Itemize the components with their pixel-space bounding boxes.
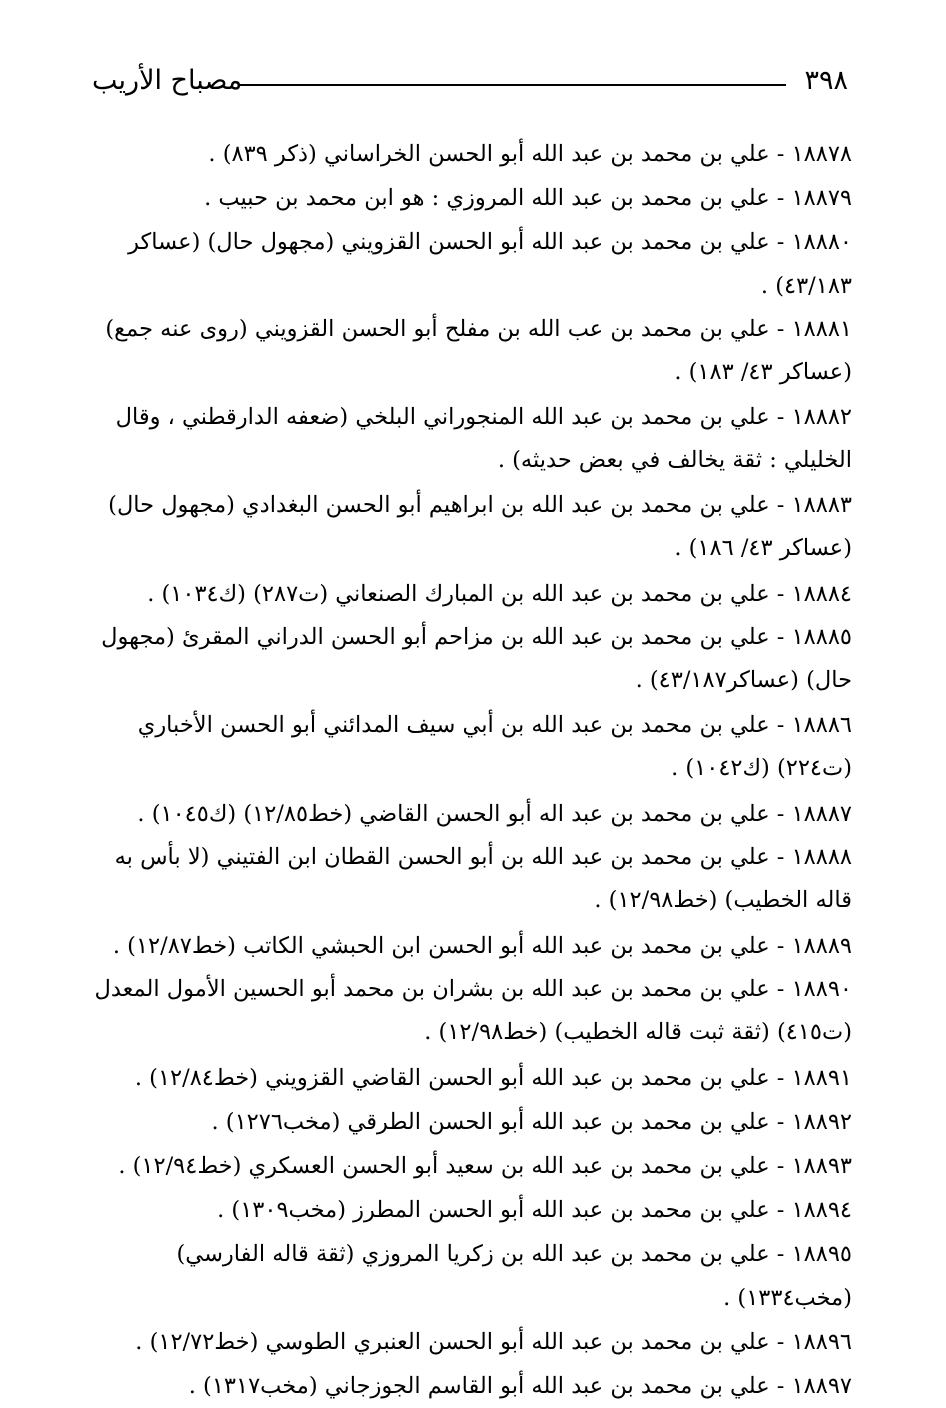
list-item: ١٨٨٩٠ - علي بن محمد بن عبد الله بن بشران بن محمد أبو الحسين الأمول المعدل (ت٤١٥) (ثقة ثبت قاله الخطيب) (خط١٢/٩٨) . (90, 968, 852, 1054)
list-item: ١٨٨٩٧ - علي بن محمد بن عبد الله أبو القاسم الجوزجاني (مخب١٣١٧) . (90, 1364, 852, 1408)
entry-text: علي بن محمد بن عبد الله المروزي : هو ابن محمد بن حبيب . (204, 185, 770, 211)
entry-text: علي بن محمد بن عبد الله أبو الحسن ابن الحبشي الكاتب (خط١٢/٨٧) . (112, 933, 770, 959)
entry-list (90, 132, 852, 1408)
list-item: ١٨٨٨٩ - علي بن محمد بن عبد الله أبو الحسن ابن الحبشي الكاتب (خط١٢/٨٧) . (90, 924, 852, 968)
list-item: ١٨٨٩٥ - علي بن محمد بن عبد الله بن زكريا المروزي (ثقة قاله الفارسي) (مخب١٣٣٤) . (90, 1232, 852, 1320)
list-item: ١٨٨٩٣ - علي بن محمد بن عبد الله بن سعيد أبو الحسن العسكري (خط١٢/٩٤) . (90, 1144, 852, 1188)
entry-text: علي بن محمد بن عبد الله بن أبي سيف المدائني أبو الحسن الأخباري (ت٢٢٤) (ك١٠٤٢) . (137, 712, 852, 781)
list-item: ١٨٨٨٦ - علي بن محمد بن عبد الله بن أبي سيف المدائني أبو الحسن الأخباري (ت٢٢٤) (ك١٠٤٢) . (90, 704, 852, 790)
entry-text: علي بن محمد بن عبد الله أبو القاسم الجوزجاني (مخب١٣١٧) . (188, 1373, 770, 1399)
entry-number: ١٨٨٩١ (791, 1065, 852, 1091)
list-item: ١٨٨٨٣ - علي بن محمد بن عبد الله بن ابراهيم أبو الحسن البغدادي (مجهول حال) (عساكر ٤٣/ ١٨٦) . (90, 484, 852, 570)
entry-number: ١٨٨٧٨ (791, 141, 852, 167)
entry-number: ١٨٨٨٣ (791, 492, 852, 518)
entry-text: علي بن محمد بن عبد الله بن أبو الحسن القطان ابن الفتيني (لا بأس به قاله الخطيب) (خط١٢/٩٨) . (114, 844, 852, 913)
list-item: ١٨٨٨٧ - علي بن محمد بن عبد اله أبو الحسن القاضي (خط١٢/٨٥) (ك١٠٤٥) . (90, 792, 852, 836)
entry-text: علي بن محمد بن عبد اله أبو الحسن القاضي (خط١٢/٨٥) (ك١٠٤٥) . (137, 801, 770, 827)
list-item: ١٨٨٨٢ - علي بن محمد بن عبد الله المنجوراني البلخي (ضعفه الدارقطني ، وقال الخليلي : ثقة يخالف في بعض حديثه) . (90, 396, 852, 482)
entry-text: علي بن محمد بن عبد الله أبو الحسن الخراساني (ذكر ٨٣٩) . (208, 141, 770, 167)
entry-text: علي بن محمد بن عبد الله بن ابراهيم أبو الحسن البغدادي (مجهول حال) (عساكر ٤٣/ ١٨٦) . (108, 492, 852, 561)
book-title: مصباح الأريب (92, 65, 243, 96)
list-item: ١٨٨٩٦ - علي بن محمد بن عبد الله أبو الحسن العنبري الطوسي (خط١٢/٧٢) . (90, 1320, 852, 1364)
list-item: ١٨٨٧٨ - علي بن محمد بن عبد الله أبو الحسن الخراساني (ذكر ٨٣٩) . (90, 132, 852, 176)
list-item: ١٨٨٨٤ - علي بن محمد بن عبد الله بن المبارك الصنعاني (ت٢٨٧) (ك١٠٣٤) . (90, 572, 852, 616)
list-item: ١٨٨٧٩ - علي بن محمد بن عبد الله المروزي : هو ابن محمد بن حبيب . (90, 176, 852, 220)
list-item: ١٨٨٨٠ - علي بن محمد بن عبد الله أبو الحسن القزويني (مجهول حال) (عساكر ٤٣/١٨٣) . (90, 220, 852, 308)
entry-number: ١٨٨٨٠ (791, 229, 852, 255)
page-number: ٣٩٨ (804, 65, 848, 96)
entry-text: علي بن محمد بن عبد الله أبو الحسن القاضي القزويني (خط١٢/٨٤) . (134, 1065, 770, 1091)
list-item: ١٨٨٨١ - علي بن محمد بن عب الله بن مفلح أبو الحسن القزويني (روى عنه جمع) (عساكر ٤٣/ ١٨٣) . (90, 308, 852, 394)
running-header (92, 64, 854, 104)
header-rule (238, 84, 786, 86)
entry-text: علي بن محمد بن عبد الله بن زكريا المروزي (ثقة قاله الفارسي) (مخب١٣٣٤) . (176, 1241, 852, 1311)
entry-number: ١٨٨٩٣ (791, 1153, 852, 1179)
list-item: ١٨٨٩٢ - علي بن محمد بن عبد الله أبو الحسن الطرقي (مخب١٢٧٦) . (90, 1100, 852, 1144)
entry-number: ١٨٨٨١ (791, 316, 852, 342)
list-item: ١٨٨٩٤ - علي بن محمد بن عبد الله أبو الحسن المطرز (مخب١٣٠٩) . (90, 1188, 852, 1232)
entry-number: ١٨٨٨٧ (791, 801, 852, 827)
entry-number: ١٨٨٧٩ (791, 185, 852, 211)
entry-text: علي بن محمد بن عبد الله بن سعيد أبو الحسن العسكري (خط١٢/٩٤) . (118, 1153, 770, 1179)
entry-number: ١٨٨٨٩ (791, 933, 852, 959)
list-item: ١٨٨٩١ - علي بن محمد بن عبد الله أبو الحسن القاضي القزويني (خط١٢/٨٤) . (90, 1056, 852, 1100)
entry-number: ١٨٨٩٢ (791, 1109, 852, 1135)
entry-text: علي بن محمد بن عبد الله أبو الحسن الطرقي (مخب١٢٧٦) . (211, 1109, 770, 1135)
list-item: ١٨٨٨٨ - علي بن محمد بن عبد الله بن أبو الحسن القطان ابن الفتيني (لا بأس به قاله الخطيب) (خط١٢/٩٨) . (90, 836, 852, 922)
entry-text: علي بن محمد بن عبد الله المنجوراني البلخي (ضعفه الدارقطني ، وقال الخليلي : ثقة يخالف في بعض حديثه) . (115, 404, 852, 473)
entry-text: علي بن محمد بن عبد الله بن المبارك الصنعاني (ت٢٨٧) (ك١٠٣٤) . (147, 581, 770, 607)
entry-number: ١٨٨٨٥ (791, 624, 852, 650)
entry-text: علي بن محمد بن عبد الله أبو الحسن القزويني (مجهول حال) (عساكر ٤٣/١٨٣) . (128, 229, 852, 299)
entry-text: علي بن محمد بن عبد الله بن مزاحم أبو الحسن الدراني المقرئ (مجهول حال) (عساكر٤٣/١٨٧) . (101, 624, 852, 693)
entry-text: علي بن محمد بن عبد الله أبو الحسن المطرز (مخب١٣٠٩) . (217, 1197, 770, 1223)
entry-number: ١٨٨٨٨ (791, 844, 852, 870)
entry-number: ١٨٨٨٢ (791, 404, 852, 430)
entry-number: ١٨٨٩٧ (791, 1373, 852, 1399)
entry-number: ١٨٨٨٤ (791, 581, 852, 607)
entry-text: علي بن محمد بن عبد الله بن بشران بن محمد أبو الحسين الأمول المعدل (ت٤١٥) (ثقة ثبت قاله الخطيب) (خط١٢/٩٨) . (94, 976, 852, 1045)
list-item: ١٨٨٨٥ - علي بن محمد بن عبد الله بن مزاحم أبو الحسن الدراني المقرئ (مجهول حال) (عساكر٤٣/١٨٧) . (90, 616, 852, 702)
entry-number: ١٨٨٩٥ (791, 1241, 852, 1267)
entry-text: علي بن محمد بن عبد الله أبو الحسن العنبري الطوسي (خط١٢/٧٢) . (135, 1329, 770, 1355)
entry-text: علي بن محمد بن عب الله بن مفلح أبو الحسن القزويني (روى عنه جمع) (عساكر ٤٣/ ١٨٣) . (105, 316, 852, 385)
entry-number: ١٨٨٩٦ (791, 1329, 852, 1355)
entry-number: ١٨٨٩٠ (791, 976, 852, 1002)
entry-number: ١٨٨٩٤ (791, 1197, 852, 1223)
entry-number: ١٨٨٨٦ (791, 712, 852, 738)
